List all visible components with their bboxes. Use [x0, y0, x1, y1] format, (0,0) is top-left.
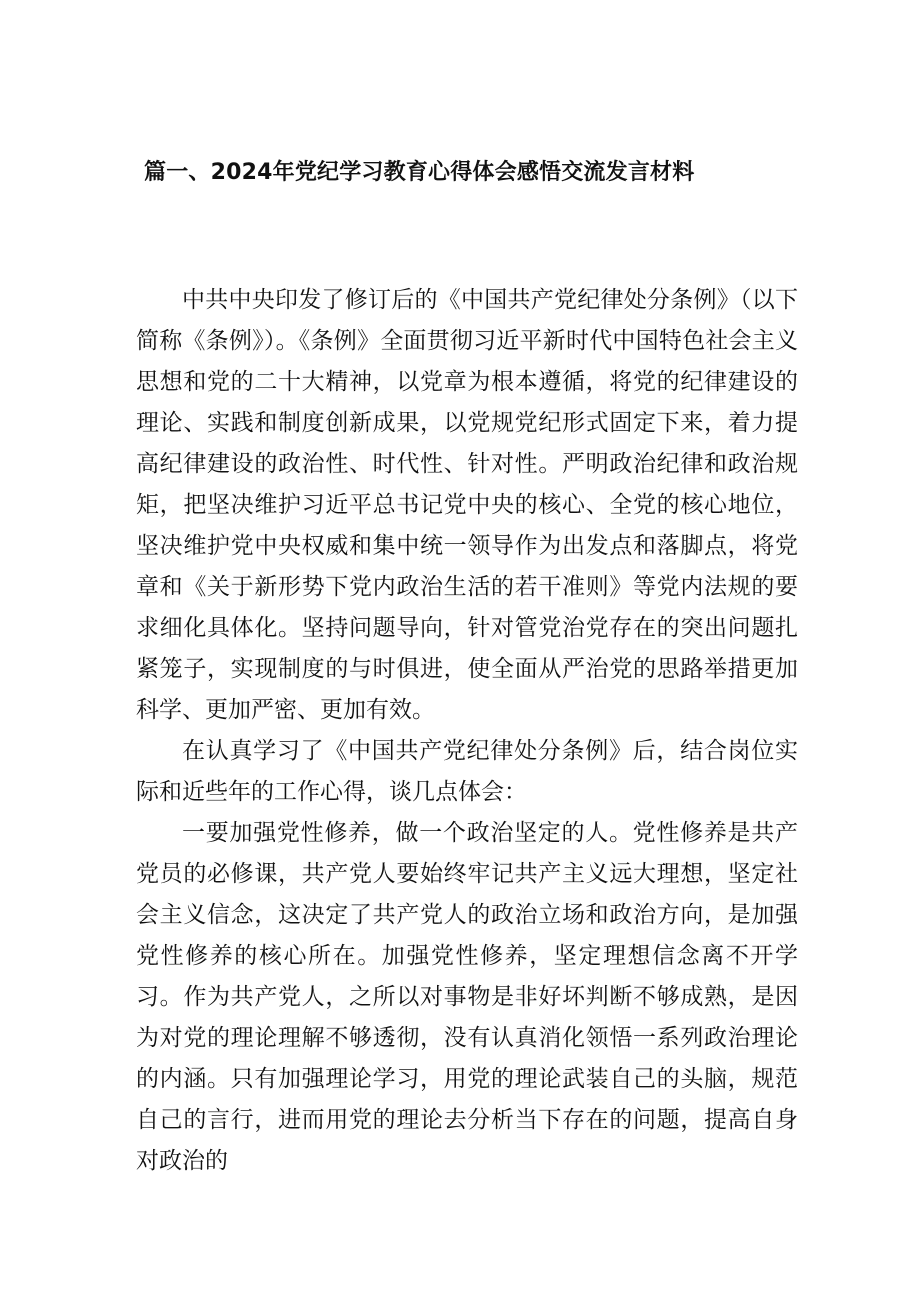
paragraph-party-spirit: 一要加强党性修养，做一个政治坚定的人。党性修养是共产党员的必修课，共产党人要始终牢记共产主义远大理想，坚定社会主义信念，这决定了共产党人的政治立场和政治方向，是加强党性修养的核心所在。加强党性修养，坚定理想信念离不开学习。作为共产党人，之所以对事物是非好坏判断不够成熟，是因为对党的理论理解不够透彻，没有认真消化领悟一系列政治理论的内涵。只有加强理论学习，用党的理论武装自己的头脑，规范自己的言行，进而用党的理论去分析当下存在的问题，提高自身对政治的	[136, 820, 798, 1174]
paragraph-study-context: 在认真学习了《中国共产党纪律处分条例》后，结合岗位实际和近些年的工作心得，谈几点体会：	[136, 738, 798, 805]
document-title: 篇一、2024年党纪学习教育心得体会感悟交流发言材料	[144, 160, 695, 185]
document-body	[136, 280, 798, 1182]
paragraph-intro: 中共中央印发了修订后的《中国共产党纪律处分条例》（以下简称《条例》）。《条例》全面贯彻习近平新时代中国特色社会主义思想和党的二十大精神，以党章为根本遵循，将党的纪律建设的理论、实践和制度创新成果，以党规党纪形式固定下来，着力提高纪律建设的政治性、时代性、针对性。严明政治纪律和政治规矩，把坚决维护习近平总书记党中央的核心、全党的核心地位，坚决维护党中央权威和集中统一领导作为出发点和落脚点，将党章和《关于新形势下党内政治生活的若干准则》等党内法规的要求细化具体化。坚持问题导向，针对管党治党存在的突出问题扎紧笼子，实现制度的与时俱进，使全面从严治党的思路举措更加科学、更加严密、更加有效。	[136, 287, 798, 723]
